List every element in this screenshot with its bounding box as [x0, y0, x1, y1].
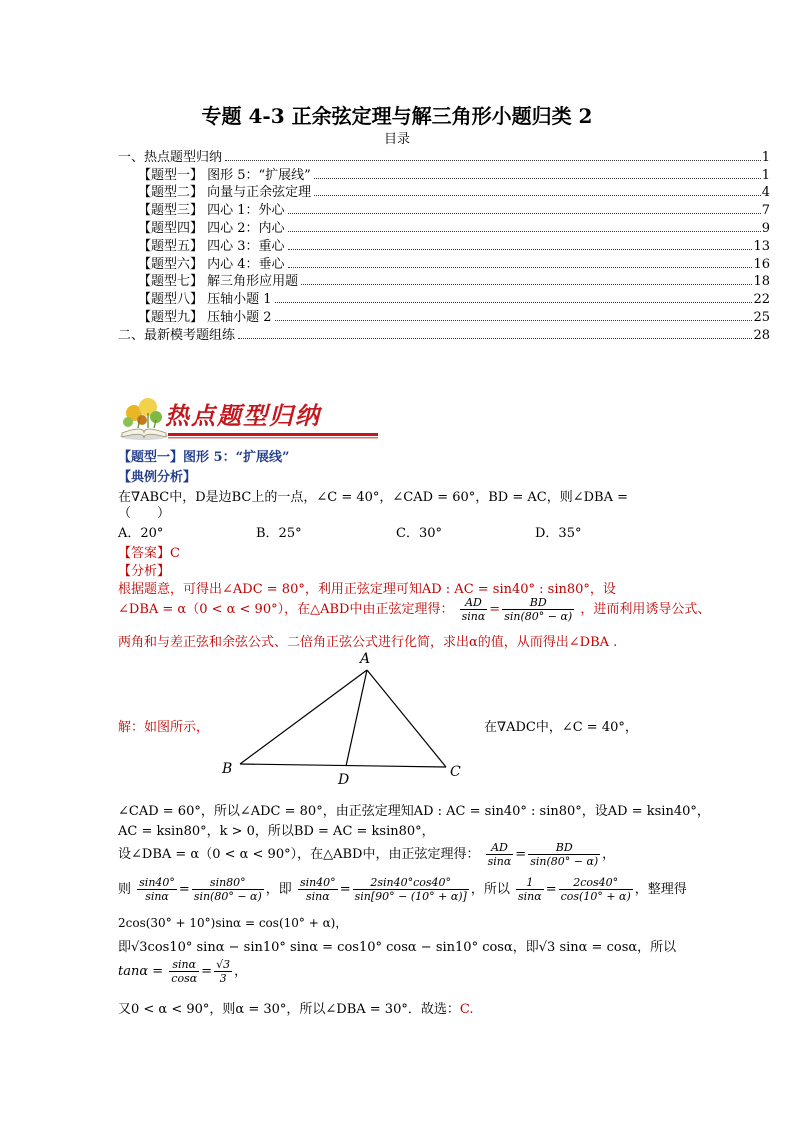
book-illustration-icon [120, 398, 168, 440]
toc-leader-dots [288, 249, 753, 250]
toc-leader-dots [225, 160, 761, 161]
analysis-line-2: ∠DBA = α（0 < α < 90°），在△ABD中由正弦定理得： $\frac{AD}{\sin\alpha}$ = $\frac{BD}{\sin(80^\circ - \alpha)}$ ，进而利用诱导公式、 [118, 596, 711, 623]
toc-entry[interactable] [118, 200, 770, 218]
toc-leader-dots [288, 267, 753, 268]
triangle-figure [210, 648, 480, 788]
toc-entry[interactable] [118, 236, 770, 254]
table-of-contents [118, 147, 770, 343]
solution-line-8: 又0 < α < 90°，则α = 30°，所以∠DBA = 30°．故选：C. [118, 1002, 474, 1017]
toc-entry[interactable] [118, 165, 770, 183]
toc-leader-dots [275, 302, 753, 303]
toc-heading: 目录 [383, 132, 410, 147]
toc-entry-label: 【题型二】 向量与正余弦定理 [138, 185, 312, 201]
toc-entry-label: 【题型三】 四心 1：外心 [138, 203, 285, 219]
option-b: B．25° [256, 526, 302, 541]
answer-blank: （ ） [118, 506, 171, 521]
toc-entry-label: 【题型一】 图形 5：“扩展线” [138, 167, 311, 183]
solution-line-7: tanα = $\frac{\sin\alpha}{\cos\alpha}$ = $\frac{√3}{3}$ ， [118, 958, 248, 985]
banner-title: 热点题型归纳 [165, 401, 321, 430]
toc-leader-dots [288, 231, 761, 232]
toc-entry[interactable] [118, 254, 770, 272]
option-c: C．30° [396, 526, 442, 541]
toc-leader-dots [288, 213, 761, 214]
solution-line-3: 设∠DBA = α（0 < α < 90°），在△ABD中，由正弦定理得： $\frac{AD}{\sin\alpha}$ = $\frac{BD}{\sin(80^\circ - \alpha)}$ ， [118, 841, 616, 868]
toc-entry-page: 1 [761, 167, 770, 183]
option-d: D．35° [535, 526, 582, 541]
type-heading: 【题型一】图形 5：“扩展线” [118, 450, 290, 465]
toc-entry-label: 【题型七】 解三角形应用题 [138, 274, 299, 290]
solution-line-4: 则 $\frac{\sin 40^\circ}{\sin\alpha}$ = $\frac{\sin 80^\circ}{\sin(80^\circ - \alpha)}$ ，即 $\frac{\sin 40^\circ}{\sin\alpha}$ = $\frac{2\sin 40^\circ\cos 40^\circ}{\sin[90^\circ - (10^\circ + \alpha)]}$ ，所以 $\frac{1}{\sin\alpha}$ = $\frac{2\cos 40^\circ}{\cos(10^\circ + \alpha)}$ ，整理得 [118, 876, 687, 903]
toc-entry[interactable] [118, 289, 770, 307]
toc-entry[interactable] [118, 307, 770, 325]
toc-entry-page: 25 [753, 309, 770, 325]
toc-entry-page: 4 [761, 185, 770, 201]
toc-entry[interactable] [118, 183, 770, 201]
toc-entry-label: 【题型八】 压轴小题 1 [138, 292, 272, 308]
toc-entry-label: 【题型四】 四心 2：内心 [138, 220, 285, 236]
toc-entry-label: 【题型九】 压轴小题 2 [138, 309, 272, 325]
toc-entry-page: 1 [761, 149, 770, 165]
toc-entry[interactable] [118, 325, 770, 343]
analysis-heading: 【分析】 [118, 564, 171, 579]
toc-entry-page: 28 [753, 327, 770, 343]
toc-entry[interactable] [118, 272, 770, 290]
toc-entry-page: 16 [753, 256, 770, 272]
vertex-label-c: C [450, 764, 461, 780]
solution-line-6: 即√3cos10° sinα − sin10° sinα = cos10° cosα − sin10° cosα，即√3 sinα = cosα，所以 [118, 940, 677, 955]
example-heading: 【典例分析】 [118, 470, 197, 485]
toc-leader-dots [301, 284, 752, 285]
toc-entry-label: 【题型六】 内心 4：垂心 [138, 256, 285, 272]
question-text: 在∇ABC中，D是边BC上的一点，∠C = 40°，∠CAD = 60°，BD = AC，则∠DBA = [118, 490, 629, 505]
solution-line-5: 2cos(30° + 10°)sinα = cos(10° + α)， [118, 916, 348, 930]
toc-entry-page: 18 [753, 274, 770, 290]
toc-entry-label: 二、最新模考题组练 [118, 327, 236, 343]
toc-leader-dots [314, 178, 761, 179]
toc-entry-label: 一、热点题型归纳 [118, 149, 223, 165]
vertex-label-a: A [360, 651, 371, 667]
solution-line-2: AC = ksin80°，k > 0，所以BD = AC = ksin80°， [118, 824, 435, 839]
toc-entry-page: 7 [761, 203, 770, 219]
toc-entry-page: 22 [753, 292, 770, 308]
document-title: 专题 4-3 正余弦定理与解三角形小题归类 2 [201, 104, 593, 128]
toc-entry-label: 【题型五】 四心 3：重心 [138, 238, 285, 254]
solution-line-1: ∠CAD = 60°，所以∠ADC = 80°，由正弦定理知AD : AC = sin40° : sin80°，设AD = ksin40°， [118, 804, 710, 819]
toc-entry-page: 9 [761, 220, 770, 236]
option-a: A．20° [118, 526, 164, 541]
solution-right: 在∇ADC中，∠C = 40°， [484, 720, 638, 735]
answer-line: 【答案】C [118, 546, 180, 561]
toc-entry-page: 13 [753, 238, 770, 254]
solution-intro: 解：如图所示， [118, 720, 210, 735]
toc-leader-dots [314, 195, 761, 196]
vertex-label-d: D [338, 772, 350, 788]
toc-entry[interactable] [118, 218, 770, 236]
toc-entry[interactable] [118, 147, 770, 165]
analysis-line-3: 两角和与差正弦和余弦公式、二倍角正弦公式进行化简，求出α的值，从而得出∠DBA . [118, 635, 618, 650]
toc-leader-dots [238, 338, 752, 339]
vertex-label-b: B [222, 761, 233, 777]
toc-leader-dots [275, 320, 753, 321]
analysis-line-1: 根据题意，可得出∠ADC = 80°，利用正弦定理可知AD : AC = sin40° : sin80°，设 [118, 582, 616, 597]
